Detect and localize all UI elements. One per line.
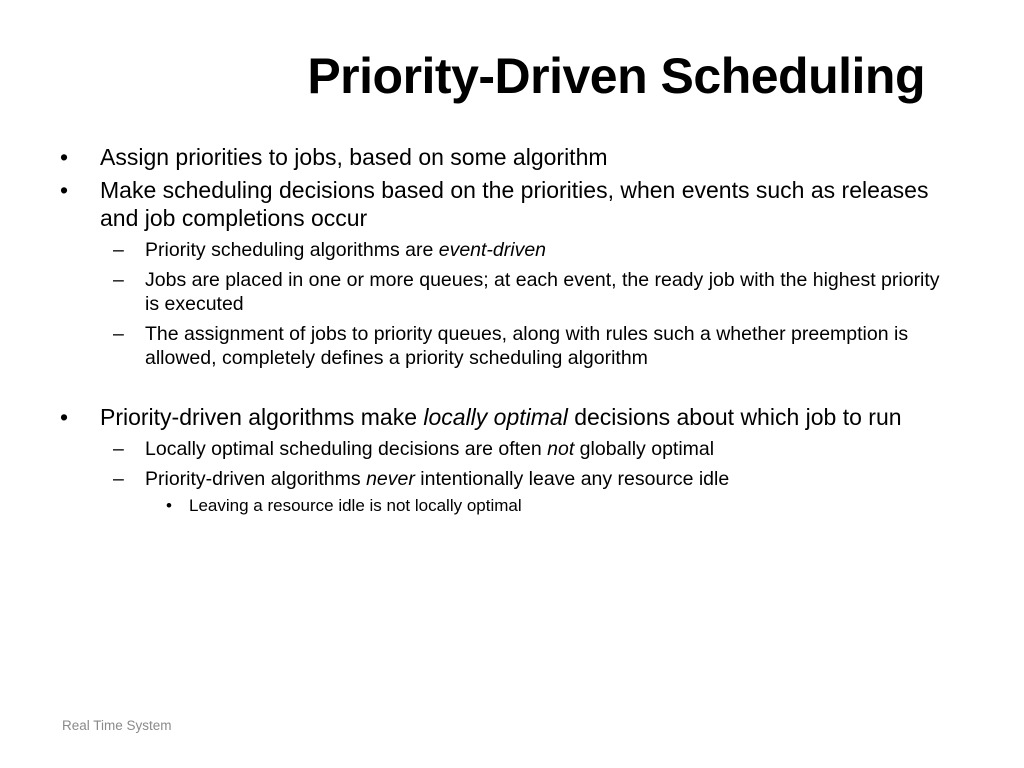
dash-marker: – (113, 468, 124, 490)
subbullet-assignment (0, 322, 945, 370)
subbullet-text-end: intentionally leave any resource idle (414, 468, 730, 490)
dash-marker: – (113, 323, 124, 345)
dash-marker: – (113, 239, 124, 261)
subbullet-emphasis: never (366, 468, 415, 490)
bullet-scheduling-decisions (0, 176, 950, 232)
subbullet-not-globally-optimal (0, 437, 945, 461)
bullet-text: Make scheduling decisions based on the priorities, when events such as releases and job completions occur (100, 177, 929, 231)
bullet-text-end: decisions about which job to run (567, 404, 902, 430)
slide-footer: Real Time System (62, 718, 172, 733)
bullet-marker: • (60, 144, 69, 170)
bullet-marker: • (60, 177, 69, 203)
dash-marker: – (113, 269, 124, 291)
subbullet-text: Locally optimal scheduling decisions are often (145, 438, 548, 460)
slide-title: Priority-Driven Scheduling (307, 48, 925, 104)
bullet-list (0, 138, 1024, 517)
subbullet-event-driven (0, 238, 945, 262)
bullet-text: Priority-driven algorithms make (100, 404, 424, 430)
subbullet-emphasis: event-driven (438, 239, 547, 261)
bullet-marker: • (166, 496, 172, 515)
bullet-assign-priorities (0, 143, 950, 171)
bullet-locally-optimal (0, 403, 950, 431)
subbullet-queues (0, 268, 945, 316)
subsubbullet-text: Leaving a resource idle is not locally optimal (189, 496, 522, 515)
subbullet-never-idle (0, 467, 945, 491)
subbullet-text: Jobs are placed in one or more queues; at each event, the ready job with the highest priority is executed (145, 269, 940, 315)
subbullet-text: Priority scheduling algorithms are (145, 239, 439, 261)
bullet-emphasis: locally optimal (423, 404, 568, 430)
subsubbullet-idle-not-optimal (0, 495, 949, 517)
spacer (0, 370, 1024, 398)
subbullet-text: Priority-driven algorithms (145, 468, 367, 490)
bullet-marker: • (60, 404, 69, 430)
dash-marker: – (113, 438, 124, 460)
subbullet-text-end: globally optimal (574, 438, 715, 460)
bullet-text: Assign priorities to jobs, based on some algorithm (100, 144, 608, 170)
subbullet-text: The assignment of jobs to priority queues, along with rules such a whether preemption is allowed, completely defines a priority scheduling algorithm (145, 323, 909, 369)
subbullet-emphasis: not (547, 438, 575, 460)
